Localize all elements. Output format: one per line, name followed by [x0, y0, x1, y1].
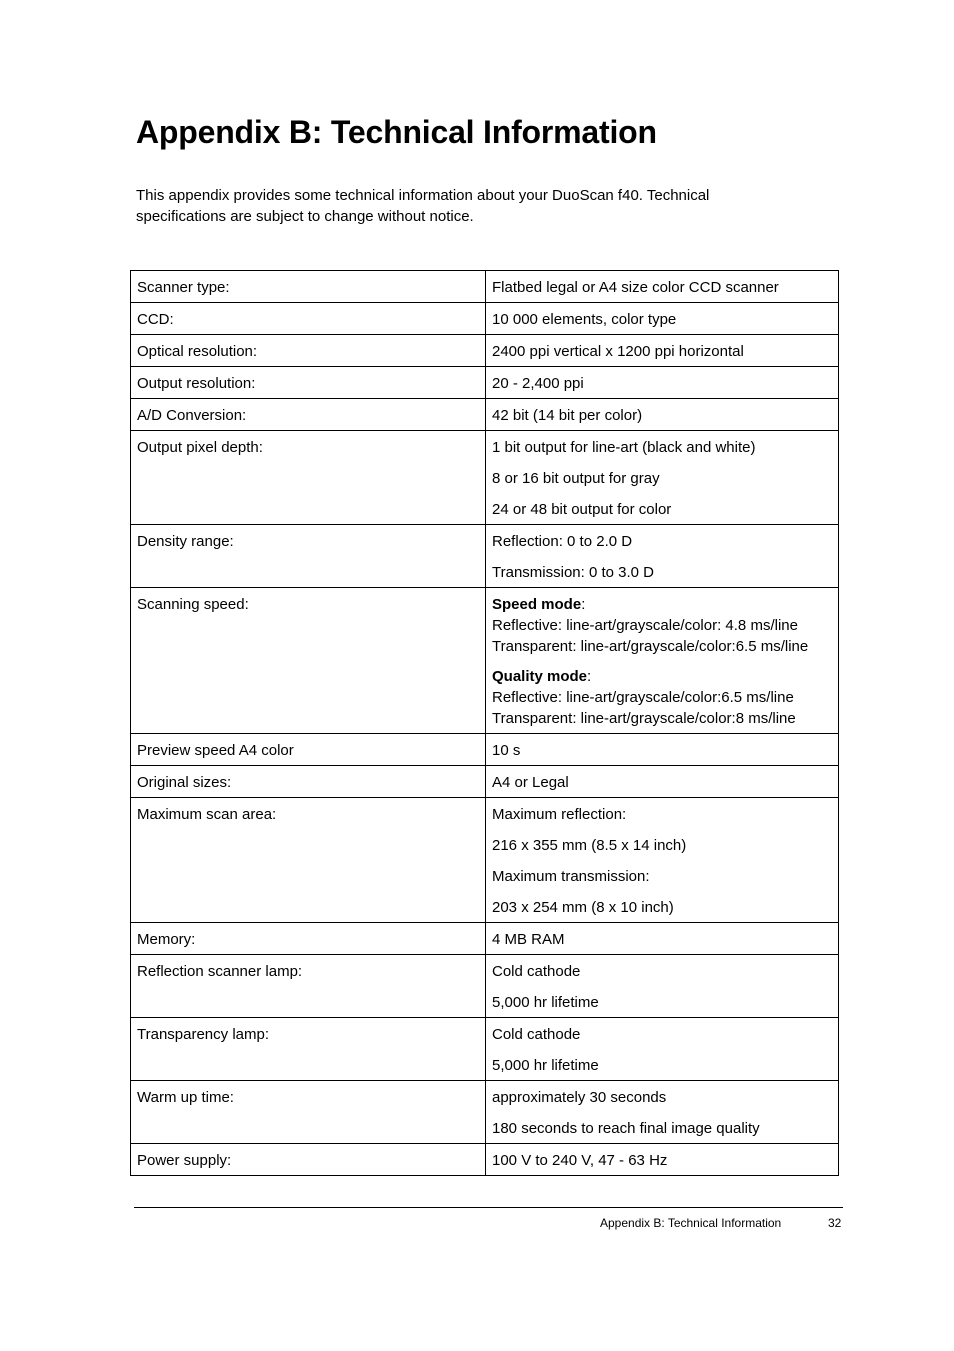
table-row: [131, 303, 839, 335]
table-row: [131, 271, 839, 303]
spec-value: [486, 335, 839, 367]
quality-mode-transparent: Transparent: line-art/grayscale/color:8 ms/line: [492, 710, 796, 727]
speed-mode-reflective: Reflective: line-art/grayscale/color: 4.8 ms/line: [492, 617, 798, 634]
spec-label: Maximum scan area:: [131, 798, 486, 923]
spec-value-line: approximately 30 seconds: [492, 1089, 667, 1106]
spec-value-line: 10 000 elements, color type: [492, 311, 677, 328]
spec-label: Original sizes:: [131, 766, 486, 798]
spec-value: [486, 525, 839, 588]
table-row: [131, 798, 839, 923]
spec-value-line: 10 s: [492, 742, 521, 759]
spec-label: Preview speed A4 color: [131, 734, 486, 766]
table-row: [131, 734, 839, 766]
spec-value-line: 5,000 hr lifetime: [492, 1057, 599, 1074]
spec-value: [486, 271, 839, 303]
spec-value-line: A4 or Legal: [492, 774, 569, 791]
spec-label: Memory:: [131, 923, 486, 955]
spec-value: [486, 399, 839, 431]
spec-label: Power supply:: [131, 1144, 486, 1176]
table-row: [131, 766, 839, 798]
speed-mode-transparent: Transparent: line-art/grayscale/color:6.5 ms/line: [492, 638, 809, 655]
spec-value: [486, 1018, 839, 1081]
spec-value: [486, 766, 839, 798]
quality-mode-reflective: Reflective: line-art/grayscale/color:6.5 ms/line: [492, 689, 794, 706]
spec-value-line: 8 or 16 bit output for gray: [492, 470, 660, 487]
table-row: [131, 335, 839, 367]
spec-value: [486, 431, 839, 525]
spec-value: [486, 1144, 839, 1176]
table-row: [131, 525, 839, 588]
speed-mode-title: Speed mode: [492, 596, 582, 613]
spec-value-line: 180 seconds to reach final image quality: [492, 1120, 760, 1137]
spec-value-line: 2400 ppi vertical x 1200 ppi horizontal: [492, 343, 744, 360]
intro-paragraph: This appendix provides some technical information about your DuoScan f40. Technical specifications are subject to change without notice.: [136, 187, 710, 225]
quality-mode-title: Quality mode: [492, 668, 588, 685]
table-row: [131, 588, 839, 734]
spec-label: Reflection scanner lamp:: [131, 955, 486, 1018]
spec-value-line: 24 or 48 bit output for color: [492, 501, 672, 518]
spec-label: CCD:: [131, 303, 486, 335]
spec-label: Output resolution:: [131, 367, 486, 399]
spec-value-line: Cold cathode: [492, 963, 581, 980]
spec-value-line: Transmission: 0 to 3.0 D: [492, 564, 655, 581]
spec-value-line: 203 x 254 mm (8 x 10 inch): [492, 899, 674, 916]
spec-value: [486, 955, 839, 1018]
table-row: [131, 923, 839, 955]
spec-label: Transparency lamp:: [131, 1018, 486, 1081]
footer-section-title: Appendix B: Technical Information: [600, 1216, 782, 1230]
spec-value-line: 5,000 hr lifetime: [492, 994, 599, 1011]
spec-value: [486, 303, 839, 335]
spec-value: [486, 798, 839, 923]
table-row: [131, 399, 839, 431]
spec-value-line: Cold cathode: [492, 1026, 581, 1043]
spec-value: [486, 1081, 839, 1144]
spec-label: Optical resolution:: [131, 335, 486, 367]
quality-mode-block: Quality mode: Reflective: line-art/grayscale/color:6.5 ms/line Transparent: line-art/grayscale/color:8 ms/line: [492, 666, 832, 729]
spec-value-line: 42 bit (14 bit per color): [492, 407, 643, 424]
spec-value: [486, 367, 839, 399]
spec-value: [486, 923, 839, 955]
spec-label: A/D Conversion:: [131, 399, 486, 431]
table-row: [131, 431, 839, 525]
spec-value-line: 4 MB RAM: [492, 931, 565, 948]
spec-value: [486, 588, 839, 734]
table-row: [131, 955, 839, 1018]
page-title: Appendix B: Technical Information: [136, 114, 657, 150]
spec-label: Scanner type:: [131, 271, 486, 303]
spec-label: Density range:: [131, 525, 486, 588]
speed-mode-block: Speed mode: Reflective: line-art/grayscale/color: 4.8 ms/line Transparent: line-art/grayscale/color:6.5 ms/line: [492, 594, 832, 657]
footer-divider: [134, 1207, 843, 1208]
table-row: [131, 1144, 839, 1176]
spec-value: [486, 734, 839, 766]
spec-value-line: Maximum transmission:: [492, 868, 650, 885]
spec-table: [130, 270, 839, 1176]
table-row: [131, 1081, 839, 1144]
spec-value-line: 100 V to 240 V, 47 - 63 Hz: [492, 1152, 668, 1169]
spec-value-line: 216 x 355 mm (8.5 x 14 inch): [492, 837, 687, 854]
spec-value-line: Maximum reflection:: [492, 806, 627, 823]
spec-label: Warm up time:: [131, 1081, 486, 1144]
spec-value-line: 1 bit output for line-art (black and white): [492, 439, 756, 456]
spec-value-line: 20 - 2,400 ppi: [492, 375, 584, 392]
table-row: [131, 367, 839, 399]
spec-label: Output pixel depth:: [131, 431, 486, 525]
spec-value-line: Reflection: 0 to 2.0 D: [492, 533, 633, 550]
spec-value-line: Flatbed legal or A4 size color CCD scanner: [492, 279, 779, 296]
table-row: [131, 1018, 839, 1081]
footer-page-number: 32: [828, 1216, 842, 1230]
spec-label: Scanning speed:: [131, 588, 486, 734]
